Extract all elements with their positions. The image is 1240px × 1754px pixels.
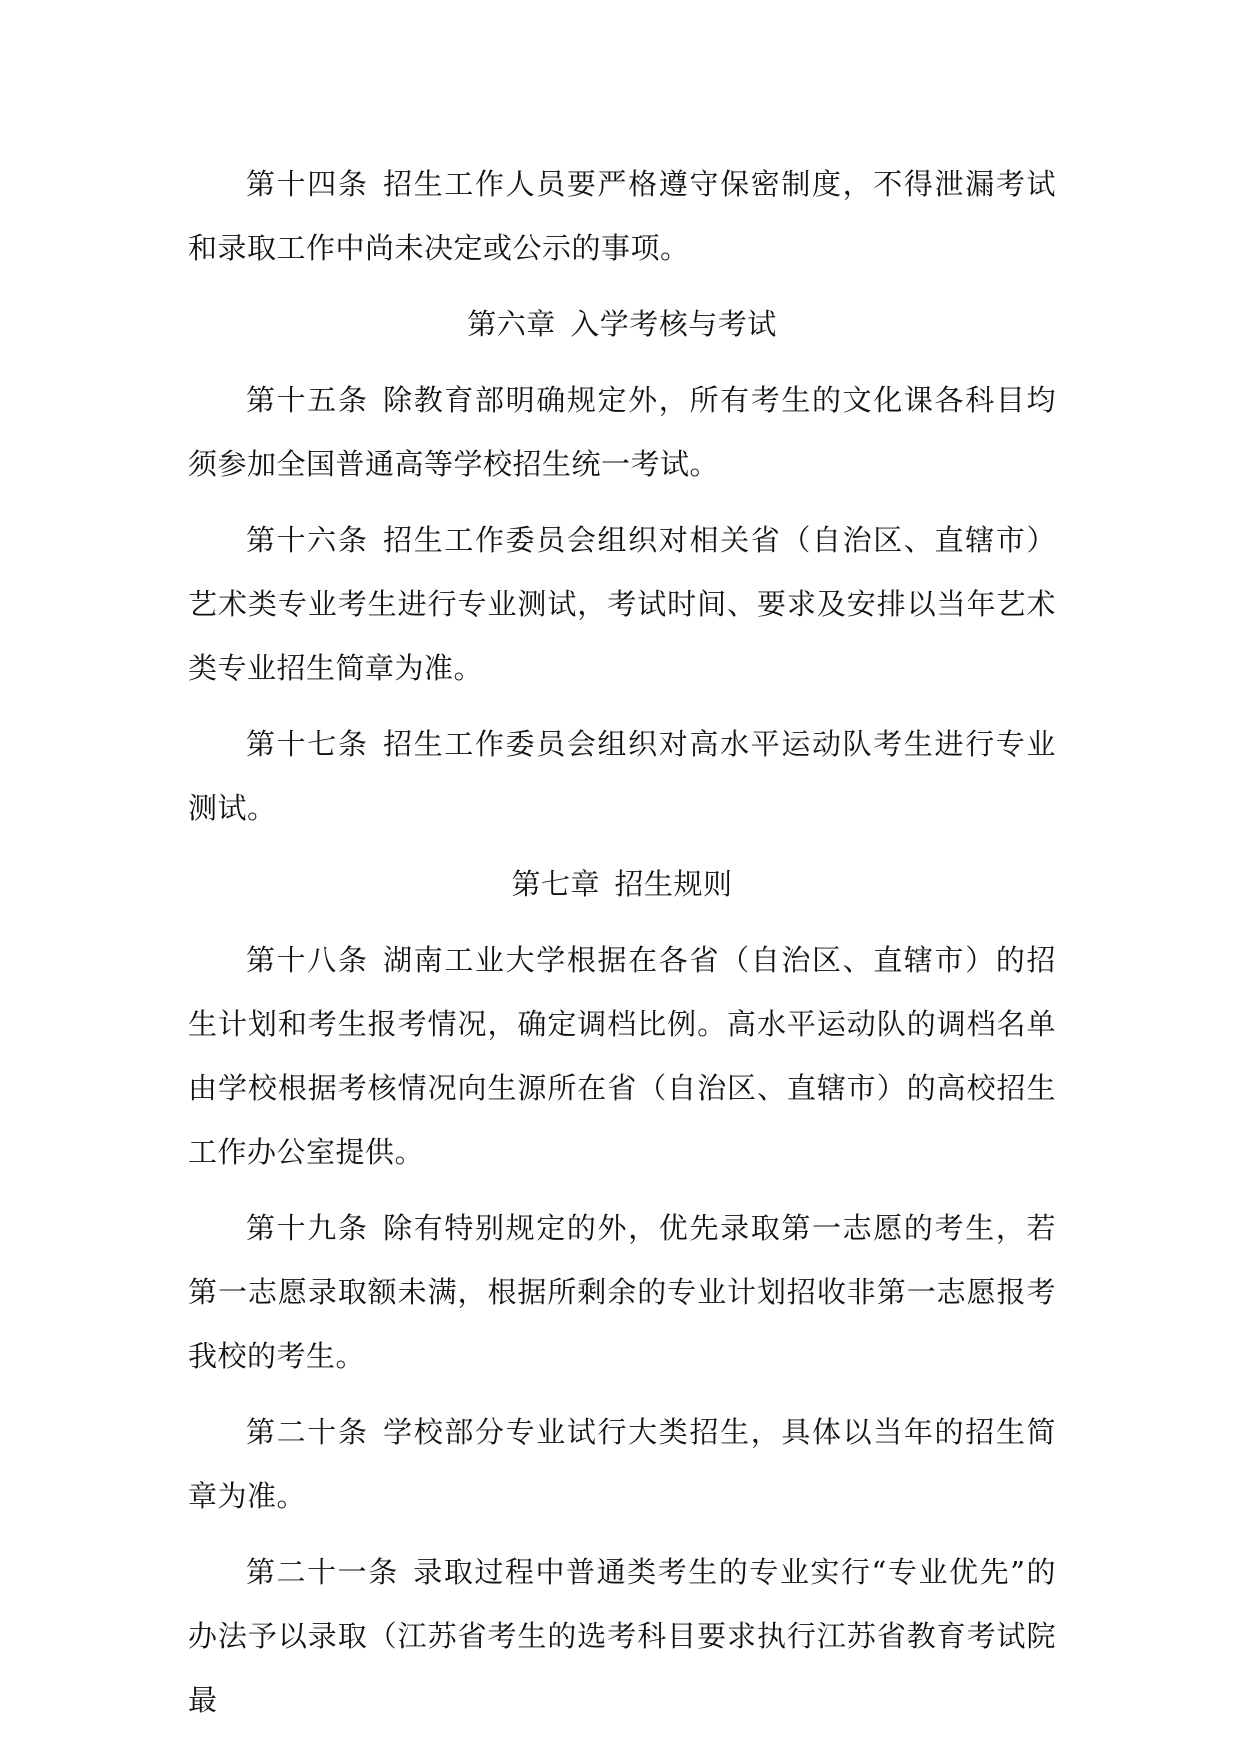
article-text: 湖南工业大学根据在各省（自治区、直辖市）的招生计划和考生报考情况，确定调档比例。高水平运动队的调档名单由学校根据考核情况向生源所在省（自治区、直辖市）的高校招生工作办公室提供。 <box>188 943 1056 1169</box>
article-20 <box>188 1400 1056 1528</box>
chapter-label: 第七章 <box>511 867 600 901</box>
chapter-7-heading <box>188 852 1056 916</box>
article-15 <box>188 368 1056 496</box>
article-label: 第十四条 <box>246 167 369 201</box>
article-label: 第十九条 <box>246 1211 369 1245</box>
article-label: 第二十条 <box>246 1415 369 1449</box>
article-label: 第十八条 <box>246 943 369 977</box>
article-14 <box>188 152 1056 280</box>
article-text: 除教育部明确规定外，所有考生的文化课各科目均须参加全国普通高等学校招生统一考试。 <box>188 383 1056 481</box>
article-label: 第十七条 <box>246 727 369 761</box>
article-text: 招生工作委员会组织对高水平运动队考生进行专业测试。 <box>188 727 1056 825</box>
article-label: 第十六条 <box>246 523 369 557</box>
chapter-6-heading <box>188 292 1056 356</box>
article-text: 学校部分专业试行大类招生，具体以当年的招生简章为准。 <box>188 1415 1056 1513</box>
article-21 <box>188 1540 1056 1732</box>
chapter-title: 入学考核与考试 <box>570 307 777 341</box>
article-label: 第二十一条 <box>246 1555 399 1589</box>
article-text: 招生工作人员要严格遵守保密制度，不得泄漏考试和录取工作中尚未决定或公示的事项。 <box>188 167 1056 265</box>
article-text: 招生工作委员会组织对相关省（自治区、直辖市）艺术类专业考生进行专业测试，考试时间、要求及安排以当年艺术类专业招生简章为准。 <box>188 523 1056 685</box>
document-page <box>188 152 1056 1744</box>
article-16 <box>188 508 1056 700</box>
article-19 <box>188 1196 1056 1388</box>
article-text: 除有特别规定的外，优先录取第一志愿的考生，若第一志愿录取额未满，根据所剩余的专业计划招收非第一志愿报考我校的考生。 <box>188 1211 1056 1373</box>
article-text: 录取过程中普通类考生的专业实行“专业优先”的办法予以录取（江苏省考生的选考科目要求执行江苏省教育考试院最 <box>188 1555 1056 1717</box>
chapter-label: 第六章 <box>467 307 556 341</box>
article-17 <box>188 712 1056 840</box>
chapter-title: 招生规则 <box>614 867 733 901</box>
article-label: 第十五条 <box>246 383 369 417</box>
article-18 <box>188 928 1056 1184</box>
